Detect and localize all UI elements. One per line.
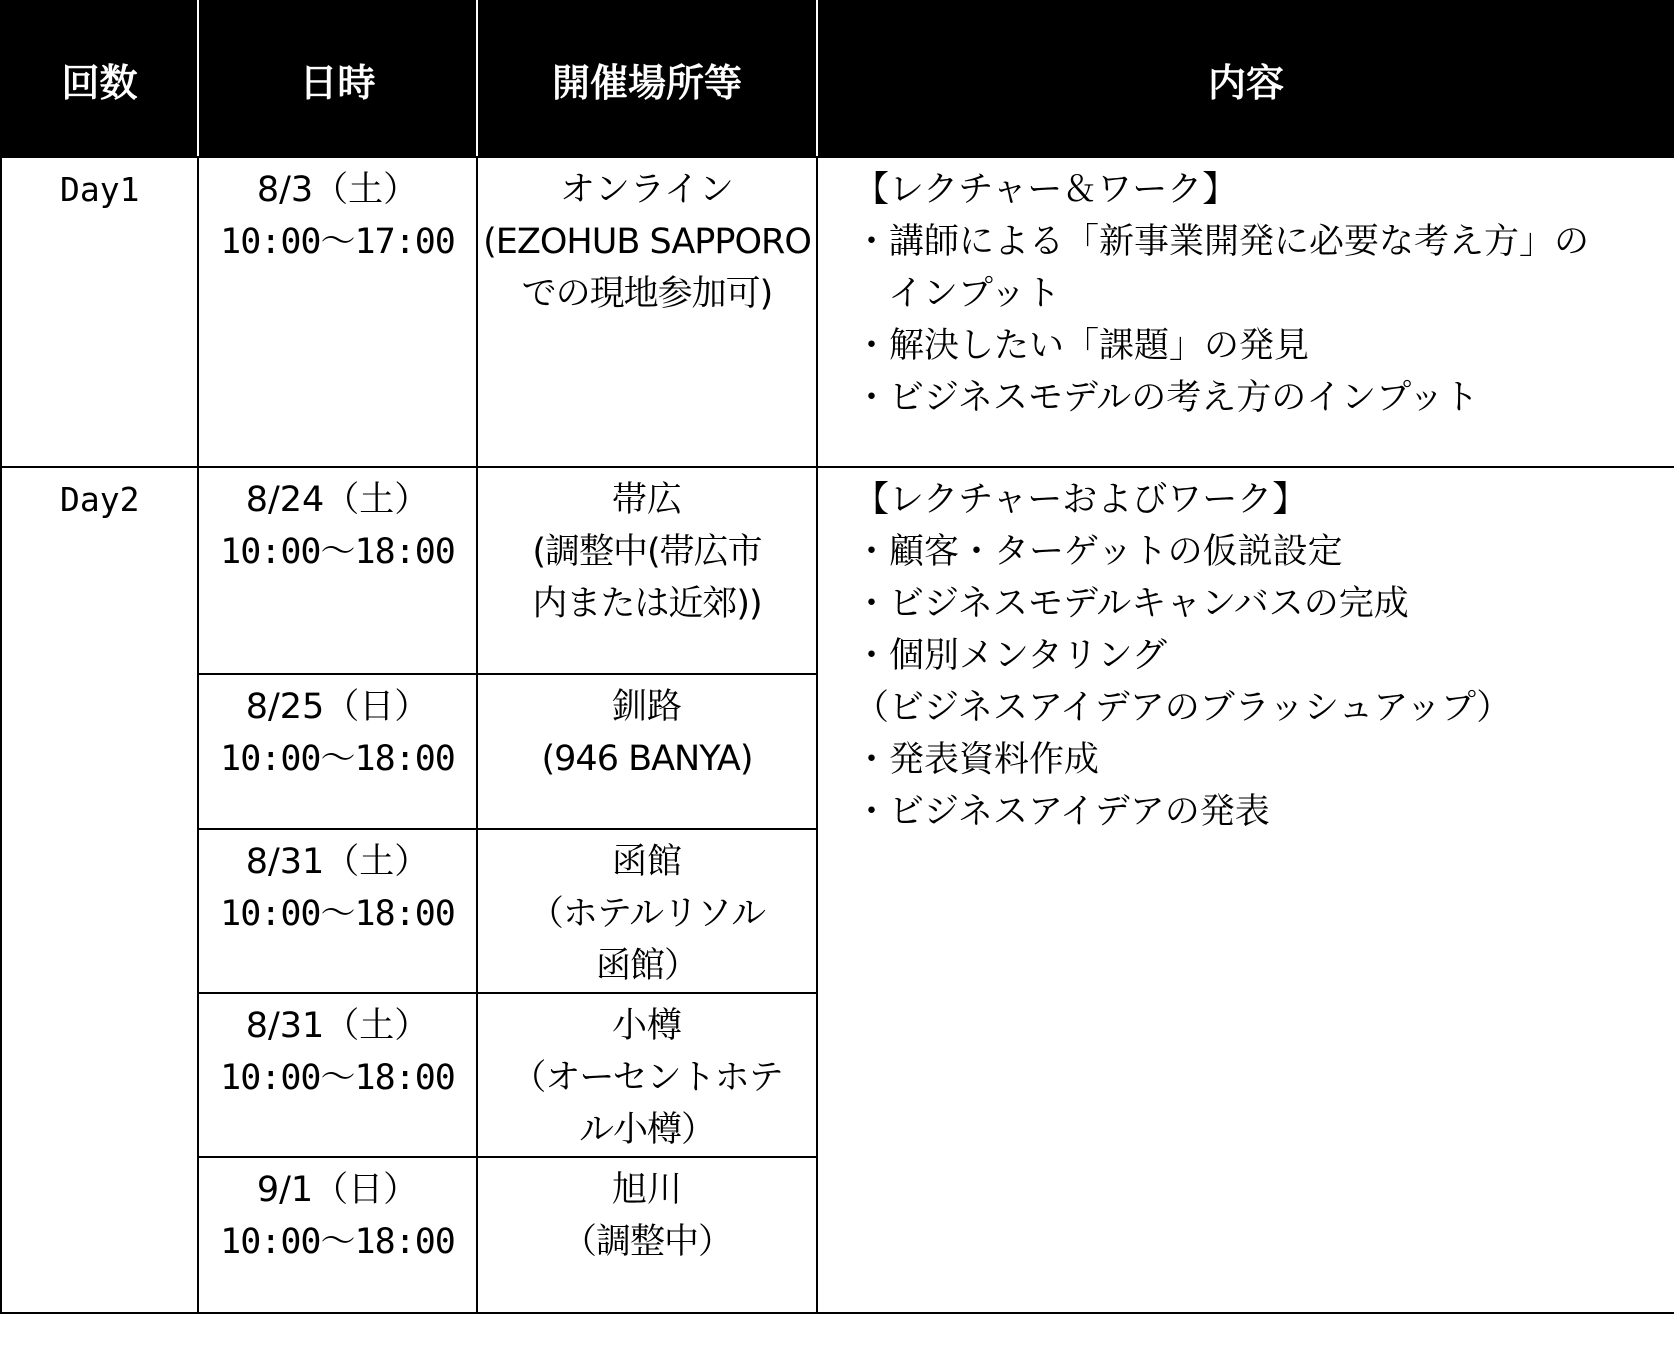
venue-cell [477,157,817,467]
venue-cell [477,829,817,993]
venue-name: 釧路 [611,687,682,727]
time-text: 10:00～18:00 [220,1222,455,1262]
venue-cell [477,993,817,1157]
date-text: 8/3（土） [256,170,419,210]
datetime-cell [198,829,477,993]
content-item-note: （ビジネスアイデアのブラッシュアップ） [854,688,1512,728]
venue-detail: （調整中） [561,1222,732,1262]
datetime-cell [198,157,477,467]
venue-detail: での現地参加可) [521,274,773,314]
datetime-cell [198,467,477,674]
time-text: 10:00～18:00 [220,894,455,934]
content-cell [817,467,1674,1313]
date-text: 8/31（土） [245,1006,430,1046]
venue-detail: ル小樽） [578,1110,715,1150]
venue-detail: (946 BANYA) [541,739,753,779]
table-row [1,157,1674,467]
content-heading: 【レクチャー＆ワーク】 [854,170,1238,210]
date-text: 8/25（日） [245,687,430,727]
venue-cell [477,674,817,829]
venue-detail: (調整中(帯広市 [532,532,762,572]
content-cell [817,157,1674,467]
datetime-cell [198,993,477,1157]
venue-detail: （オーセントホテ [511,1058,783,1098]
venue-name: 旭川 [611,1170,682,1210]
time-text: 10:00～18:00 [220,739,455,779]
content-item: ・発表資料作成 [854,740,1100,780]
header-content: 内容 [817,1,1674,157]
count-cell: Day1 [1,157,198,467]
date-text: 8/31（土） [245,842,430,882]
content-item: ・ビジネスモデルの考え方のインプット [854,378,1479,418]
datetime-cell [198,674,477,829]
content-item: ・講師による「新事業開発に必要な考え方」の [854,222,1590,262]
content-item: ・顧客・ターゲットの仮説設定 [854,532,1343,572]
content-item: ・個別メンタリング [854,636,1167,676]
time-text: 10:00～18:00 [220,532,455,572]
venue-detail: （ホテルリソル [528,894,766,934]
content-item: ・解決したい「課題」の発見 [854,326,1310,366]
date-text: 9/1（日） [256,1170,419,1210]
venue-detail: 内または近郊)) [532,584,762,624]
venue-detail: (EZOHUB SAPPORO [483,222,811,262]
header-datetime: 日時 [198,1,477,157]
header-venue: 開催場所等 [477,1,817,157]
datetime-cell [198,1157,477,1313]
venue-name: 小樽 [611,1006,682,1046]
content-item: ・ビジネスモデルキャンバスの完成 [854,584,1409,624]
time-text: 10:00～18:00 [220,1058,455,1098]
venue-name: 帯広 [611,480,682,520]
venue-cell [477,1157,817,1313]
table-row [1,467,1674,674]
venue-name: オンライン [560,170,734,210]
content-item: ・ビジネスアイデアの発表 [854,792,1270,832]
venue-cell [477,467,817,674]
date-text: 8/24（土） [245,480,430,520]
time-text: 10:00～17:00 [220,222,455,262]
venue-name: 函館 [611,842,682,882]
header-row [1,1,1674,157]
content-heading: 【レクチャーおよびワーク】 [854,480,1308,520]
header-count: 回数 [1,1,198,157]
count-cell: Day2 [1,467,198,1313]
venue-detail: 函館） [595,946,698,986]
content-item-continued: インプット [888,274,1061,314]
